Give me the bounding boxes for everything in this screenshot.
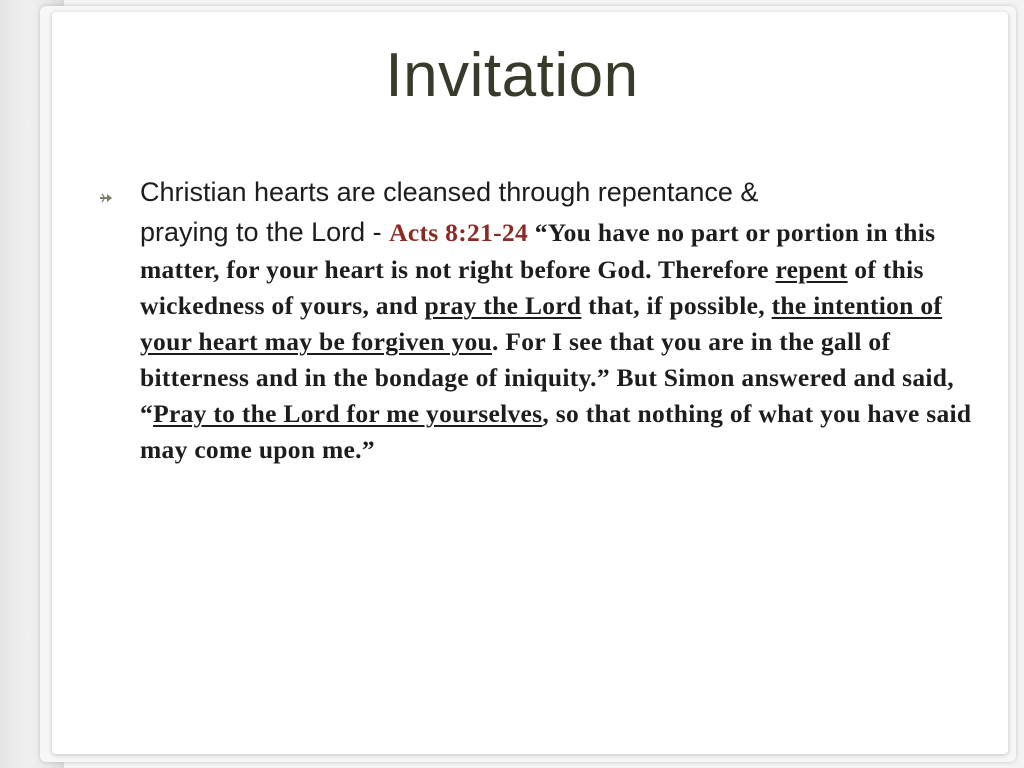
quote-text: of this wickedness of yours, and — [140, 255, 924, 320]
underlined-pray-for-me: Pray to the Lord for me yourselves — [153, 399, 543, 428]
quote-text: , so that nothing of what you have said may come upon me.” — [140, 399, 972, 464]
scripture-reference: Acts 8:21-24 — [389, 218, 529, 247]
bullet-content — [140, 172, 1000, 468]
quote-text: that, if possible, — [581, 291, 772, 320]
intro-text-line1: Christian hearts are cleansed through repentance & — [140, 177, 759, 207]
quote-text: “You have no part or portion in this matter, for your heart is not right before God. Therefore — [140, 218, 936, 284]
bullet-paragraph — [140, 172, 1000, 468]
arrow-bullet-icon — [98, 190, 114, 206]
underlined-repent: repent — [775, 255, 848, 284]
underlined-pray-the-lord: pray the Lord — [424, 291, 582, 320]
underlined-intention: the intention of your heart may be forgiven you — [140, 291, 943, 356]
quote-text: . For I see that you are in the gall of bitterness and in the bondage of iniquity.” But Simon answered and said, “ — [140, 327, 954, 428]
slide-title: Invitation — [385, 41, 639, 110]
intro-text-line2: praying to the Lord - — [140, 217, 390, 247]
